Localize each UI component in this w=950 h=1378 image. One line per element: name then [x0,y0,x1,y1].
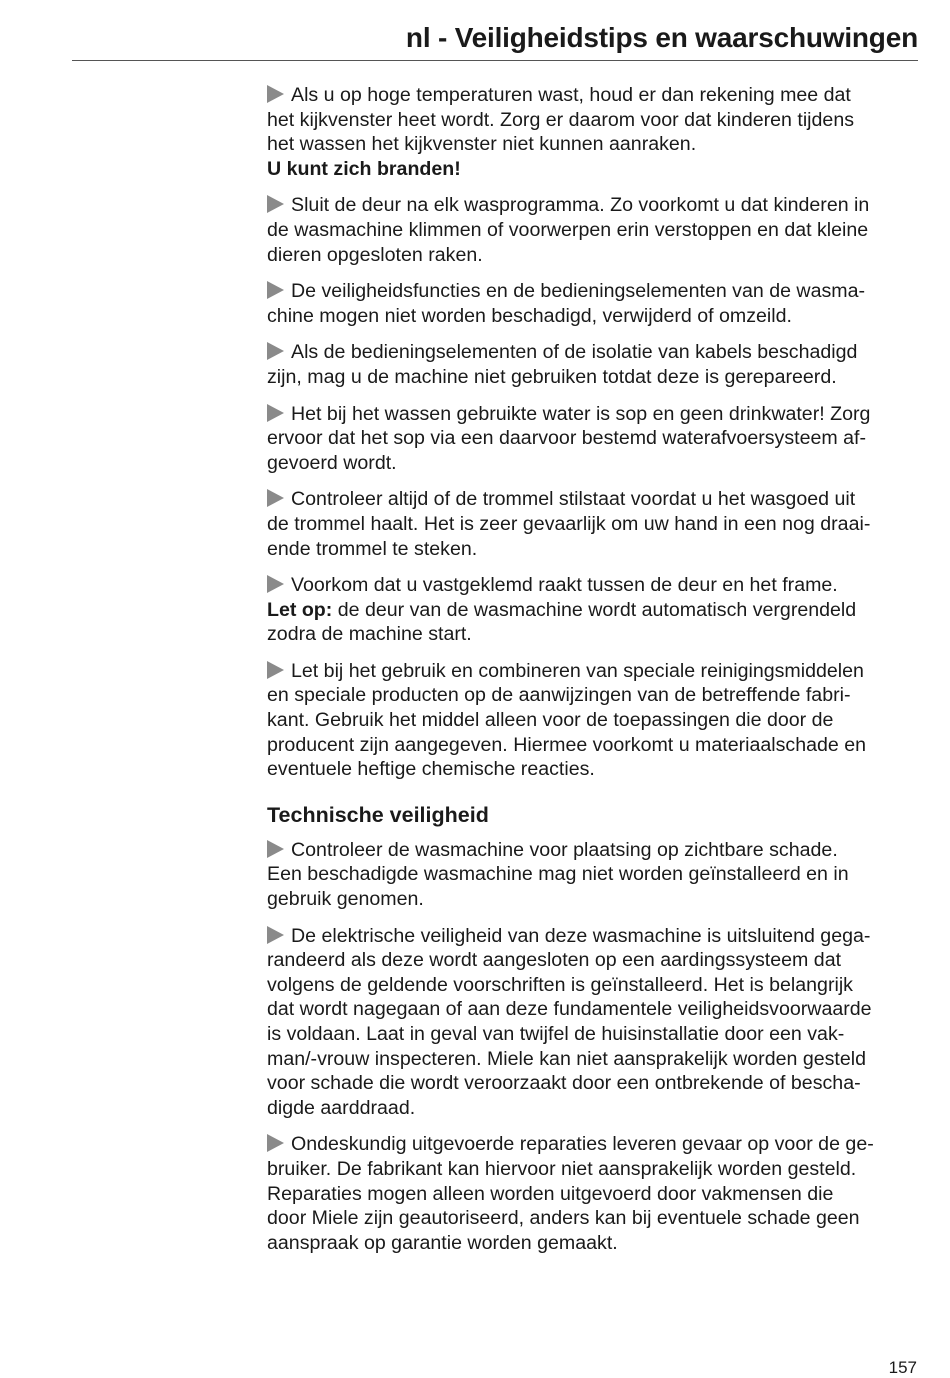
text-line [267,537,915,562]
warning-paragraph [267,83,915,181]
text-line [267,193,915,218]
warning-paragraph [267,924,915,1121]
main-content [267,83,915,1255]
line-text: man/-vrouw inspecteren. Miele kan niet aansprakelijk worden gesteld [267,1047,867,1070]
warning-paragraph [267,659,915,782]
warning-paragraph [267,279,915,328]
line-text: Controleer de wasmachine voor plaatsing op zichtbare schade. [291,838,838,861]
bullet-arrow-icon [267,575,284,593]
line-text: De elektrische veiligheid van deze wasmachine is uitsluitend gega- [291,924,871,947]
text-line [267,862,915,887]
header-divider [72,60,918,61]
line-text: gebruik genomen. [267,888,424,911]
warning-paragraph [267,402,915,476]
line-text: randeerd als deze wordt aangesloten op een aardingssysteem dat [267,949,842,972]
text-line [267,218,915,243]
bullet-arrow-icon [267,840,284,858]
warning-paragraph [267,573,915,647]
line-text: Als u op hoge temperaturen wast, houd er dan rekening mee dat [291,84,851,106]
section-heading: Technische veiligheid [267,802,489,827]
warning-paragraph [267,340,915,389]
text-line [267,1022,915,1047]
line-text: het wassen het kijkvenster niet kunnen aanraken. [267,133,697,156]
bullet-arrow-icon [267,489,284,507]
warning-emphasis: U kunt zich branden! [267,157,461,180]
line-text: volgens de geldende voorschriften is geïnstalleerd. Het is belangrijk [267,973,853,996]
text-line [267,924,915,949]
line-text: de wasmachine klimmen of voorwerpen erin verstoppen en dat kleine [267,218,869,241]
text-line [267,733,915,758]
page-title: nl - Veiligheidstips en waarschuwingen [405,22,918,53]
text-line [267,512,915,537]
text-line [267,132,915,157]
text-line [267,451,915,476]
line-text: Let bij het gebruik en combineren van speciale reinigingsmiddelen [291,659,864,682]
line-text: Voorkom dat u vastgeklemd raakt tussen de deur en het frame. [291,574,838,597]
text-line [267,365,915,390]
line-text: bruiker. De fabrikant kan hiervoor niet aansprakelijk worden gesteld. [267,1157,857,1180]
bullet-arrow-icon [267,281,284,299]
line-text: gevoerd wordt. [267,451,397,474]
bullet-arrow-icon [267,661,284,679]
text-line [267,659,915,684]
line-text: kant. Gebruik het middel alleen voor de toepassingen die door de [267,709,834,732]
line-text: de trommel haalt. Het is zeer gevaarlijk om uw hand in een nog draai- [267,512,871,535]
warning-paragraph [267,1132,915,1255]
text-line [267,683,915,708]
text-line [267,1132,915,1157]
note-text: zodra de machine start. [267,623,472,646]
line-text: aanspraak op garantie worden gemaakt. [267,1231,618,1254]
line-text: zijn, mag u de machine niet gebruiken totdat deze is gerepareerd. [267,365,837,388]
text-line [267,1206,915,1231]
line-text: Sluit de deur na elk wasprogramma. Zo voorkomt u dat kinderen in [291,194,870,217]
line-text: Ondeskundig uitgevoerde reparaties leveren gevaar op voor de ge- [291,1133,874,1156]
line-text: is voldaan. Laat in geval van twijfel de huisinstallatie door een vak- [267,1023,845,1045]
line-text: dieren opgesloten raken. [267,243,483,266]
warning-paragraph [267,838,915,912]
line-text: Een beschadigde wasmachine mag niet worden geïnstalleerd en in [267,863,849,886]
text-line [267,838,915,863]
text-line [267,1071,915,1096]
text-line [267,243,915,268]
text-line [267,1182,915,1207]
line-text: digde aarddraad. [267,1096,416,1119]
line-text: producent zijn aangegeven. Hiermee voorkomt u materiaalschade en [267,733,867,756]
text-line [267,279,915,304]
paragraphs-before [267,83,915,782]
note-label: Let op: [267,598,333,621]
bullet-arrow-icon [267,1134,284,1152]
note-line [267,598,915,623]
line-text: eventuele heftige chemische reacties. [267,758,595,781]
line-text: chine mogen niet worden beschadigd, verwijderd of omzeild. [267,304,792,327]
text-line [267,304,915,329]
text-line [267,973,915,998]
text-line [267,708,915,733]
line-text: Controleer altijd of de trommel stilstaat voordat u het wasgoed uit [291,488,856,511]
bullet-arrow-icon [267,404,284,422]
text-line [267,487,915,512]
text-line [267,948,915,973]
bullet-arrow-icon [267,926,284,944]
line-text: het kijkvenster heet wordt. Zorg er daarom voor dat kinderen tijdens [267,108,855,131]
page-number: 157 [888,1358,917,1377]
text-line [267,887,915,912]
text-line [267,757,915,782]
text-line [267,573,915,598]
bullet-arrow-icon [267,85,284,103]
warning-paragraph [267,193,915,267]
line-text: voor schade die wordt veroorzaakt door een ontbrekende of bescha- [267,1072,861,1095]
note-text: de deur van de wasmachine wordt automatisch vergrendeld [332,598,857,621]
line-text: ervoor dat het sop via een daarvoor bestemd waterafvoersysteem af- [267,427,867,450]
line-text: De veiligheidsfuncties en de bedieningselementen van de wasma- [291,280,866,303]
line-text: door Miele zijn geautoriseerd, anders kan bij eventuele schade geen [267,1207,860,1230]
line-text: Als de bedieningselementen of de isolatie van kabels beschadigd [291,341,858,364]
text-line [267,1047,915,1072]
line-text: dat wordt nagegaan of aan deze fundamentele veiligheidsvoorwaarde [267,998,872,1021]
line-text: en speciale producten op de aanwijzingen van de betreffende fabri- [267,684,851,707]
text-line [267,1231,915,1256]
text-line [267,108,915,133]
text-line [267,402,915,427]
line-text: Reparaties mogen alleen worden uitgevoerd door vakmensen die [267,1182,834,1205]
text-line [267,997,915,1022]
text-line [267,83,915,108]
text-line [267,340,915,365]
bullet-arrow-icon [267,195,284,213]
text-line [267,1157,915,1182]
paragraphs-after [267,838,915,1256]
line-text: Het bij het wassen gebruikte water is sop en geen drinkwater! Zorg [291,402,871,425]
warning-paragraph [267,487,915,561]
text-line [267,426,915,451]
text-line [267,1096,915,1121]
line-text: ende trommel te steken. [267,537,478,560]
bullet-arrow-icon [267,342,284,360]
